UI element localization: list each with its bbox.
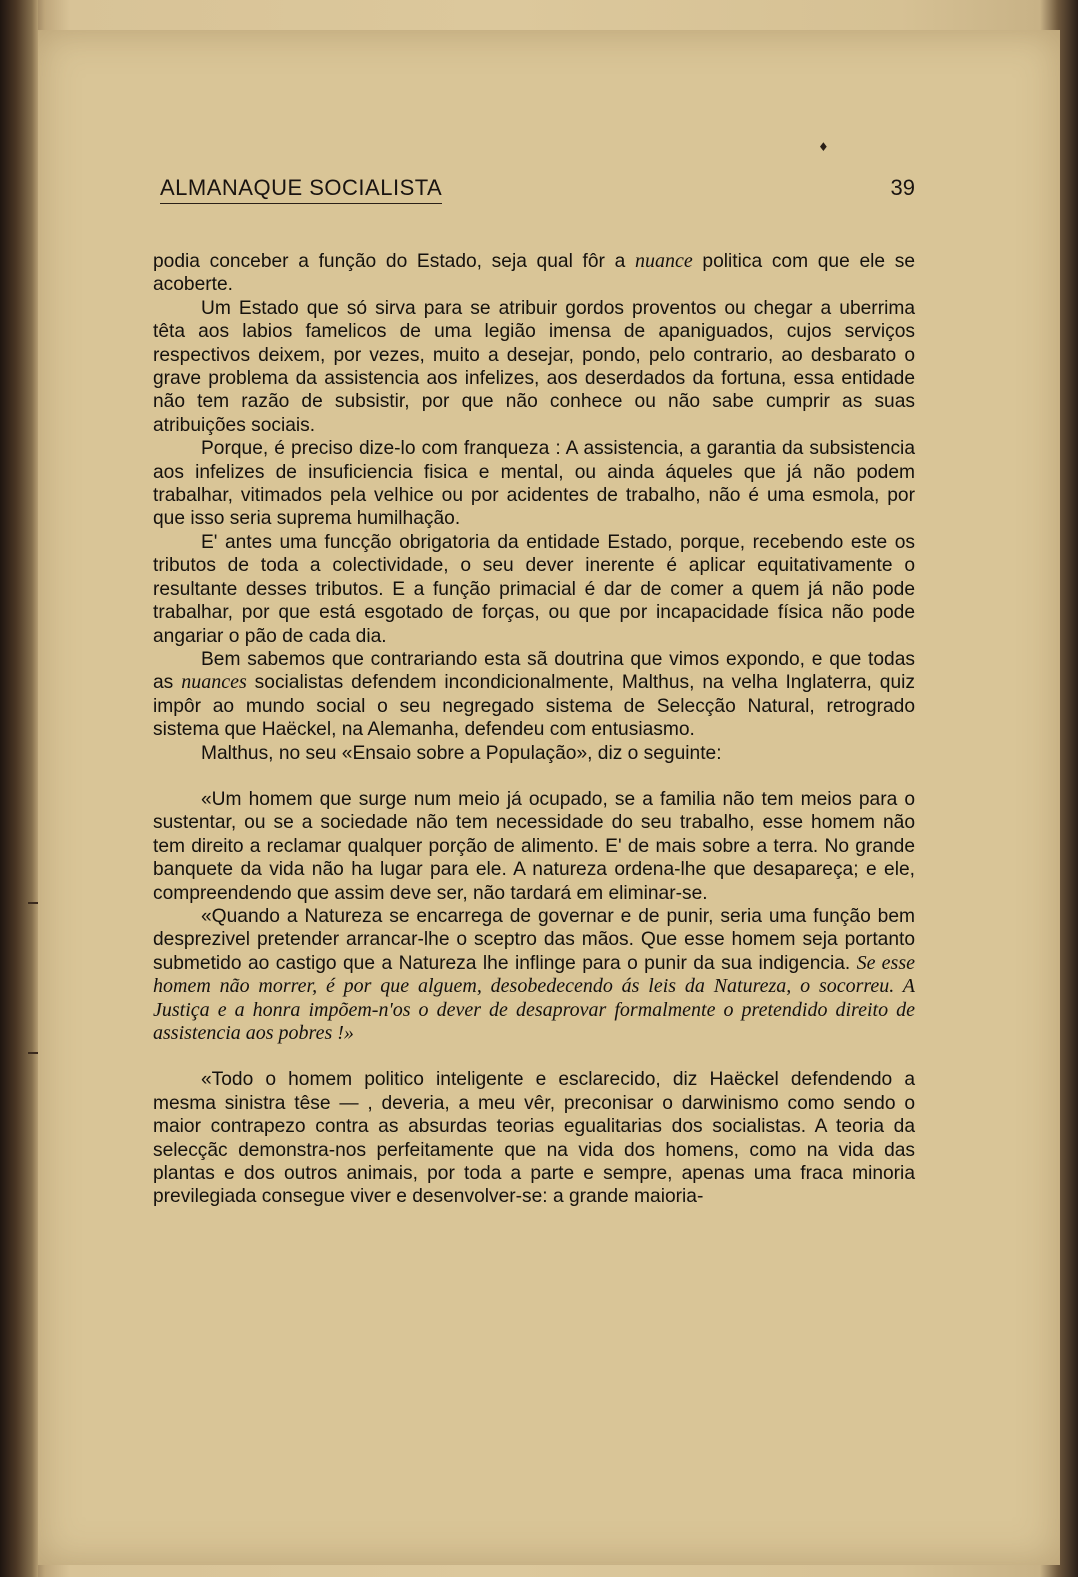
paragraph: Bem sabemos que contrariando esta sã doutrina que vimos expondo, e que todas as nuances socialistas defendem incondicionalmente, Malthus, na velha Inglaterra, quiz impôr ao mundo social o seu negregado sistema de Selecção Natural, retrogrado sistema que Haëckel, na Alemanha, defendeu com entusiasmo.	[153, 648, 915, 741]
paragraph: Porque, é preciso dize-lo com franqueza : A assistencia, a garantia da subsistencia aos infelizes de insuficiencia fisica e mental, ou ainda áqueles que já não podem trabalhar, vitimados pela velhice ou por acidentes de trabalho, não é uma esmola, por que isso seria suprema humilhação.	[153, 438, 915, 530]
page-header	[160, 175, 915, 209]
paragraph: «Todo o homem politico inteligente e esclarecido, diz Haëckel defendendo a mesma sinistra têse — , deveria, a meu vêr, preconisar o darwinismo como sendo o maior contrapezo contra as absurdas teorias egualitarias dos socialistas. A teoria da selecçãc demonstra-nos perfeitamente que na vida dos homens, como na vida das plantas e dos outros animais, por toda a parte e sempre, apenas uma fraca minoria previlegiada consegue viver e desenvolver-se: a grande maioria-	[153, 1069, 915, 1208]
page-number: 39	[890, 175, 915, 200]
paragraph: Um Estado que só sirva para se atribuir gordos proventos ou chegar a uberrima têta aos labios famelicos de uma legião imensa de apaniguados, cujos serviços respectivos deixem, por vezes, muito a desejar, pondo, pelo contrario, ao desbarato o grave problema da assistencia aos infelizes, aos deserdados da fortuna, essa entidade não tem razão de subsistir, por que não conhece ou não sabe cumprir as suas atribuições sociais.	[153, 297, 915, 436]
running-title: ALMANAQUE SOCIALISTA	[160, 175, 442, 204]
body-text	[153, 250, 915, 1209]
paragraph: Malthus, no seu «Ensaio sobre a População», diz o seguinte:	[201, 742, 722, 764]
quotation-paragraph: «Quando a Natureza se encarrega de governar e de punir, seria uma função bem desprezivel pretender arrancar-lhe o sceptro das mãos. Que esse homem seja portanto submetido ao castigo que a Natureza lhe inflinge para o punir da sua indigencia. Se esse homem não morrer, é por que alguem, desobedecendo ás leis da Natureza, o socorreu. A Justiça e a honra impõem-n'os o dever de desaprovar formalmente o pretendido direito de assistencia aos pobres !»	[153, 905, 915, 1044]
paragraph: E' antes uma funcção obrigatoria da entidade Estado, porque, recebendo este os tributos de toda a colectividade, o seu dever inerente é aplicar equitativamente o resultante desses tributos. E a função primacial é dar de comer a quem já não pode trabalhar, por que está esgotado de forças, ou que por incapacidade física não pode angariar o pão de cada dia.	[153, 531, 915, 647]
italic-term: nuance	[634, 250, 693, 272]
italic-passage: Se esse homem não morrer, é por que alguem, desobedecendo ás leis da Natureza, o socorreu. A Justiça e a honra impõem-n'os o dever de desaprovar formalmente o pretendido direito de assistencia aos pobres !»	[153, 951, 915, 1044]
paragraph: podia conceber a função do Estado, seja qual fôr a nuance politica com que ele se acoberte.	[153, 250, 915, 296]
italic-term: nuances	[181, 671, 247, 694]
ink-speck-icon: ♦	[818, 140, 829, 154]
quotation-paragraph: «Um homem que surge num meio já ocupado, se a familia não tem meios para o sustentar, ou se a sociedade não tem necessidade do seu trabalho, esse homem não tem direito a reclamar qualquer porção de alimento. E' de mais sobre a terra. No grande banquete da vida não ha lugar para ele. A natureza ordena-lhe que desapareça; e ele, compreendendo que assim deve ser, não tardará em eliminar-se.	[153, 788, 915, 904]
book-gutter	[0, 0, 38, 1577]
